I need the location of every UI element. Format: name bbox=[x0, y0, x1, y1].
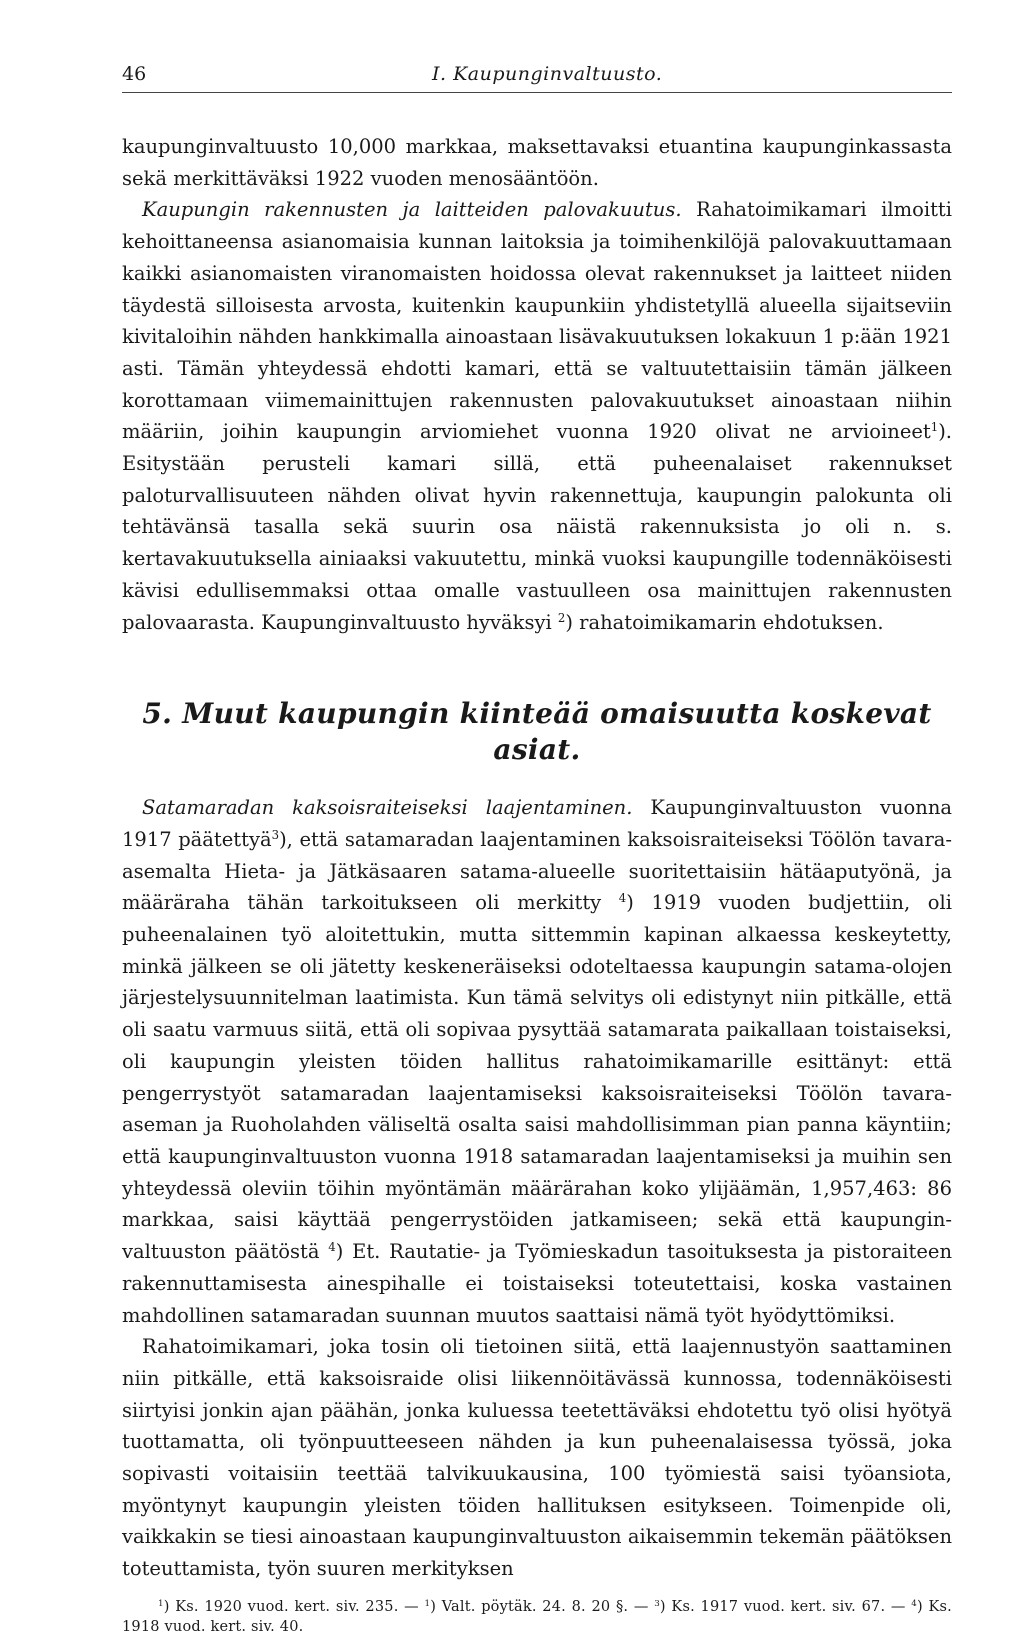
paragraph-continuation bbox=[122, 131, 952, 194]
paragraph-finance-chamber bbox=[122, 1331, 952, 1585]
page-header bbox=[122, 62, 952, 93]
paragraph-heading: Satamaradan kaksoisraiteiseksi laajentaminen. bbox=[142, 796, 633, 820]
footnote-mark: 1 bbox=[158, 1598, 164, 1609]
paragraph-text: kaupunginvaltuusto 10,000 markkaa, maksettavaksi etuantina kaupunginkassasta sekä merkittäväksi 1922 vuoden menosääntöön. bbox=[122, 135, 952, 190]
paragraph-text: ) Et. Rautatie- ja Työmieskadun tasoituksesta ja pistoraiteen rakennuttamisesta ainespihalle ei toistaiseksi toteutettaisi, koska vastainen mahdollinen satamaradan suunnan muutos saattaisi nämä työt hyödyttömiksi. bbox=[122, 1240, 952, 1327]
paragraph-fire-insurance bbox=[122, 194, 952, 638]
footnote-text: ) Valt. pöytäk. 24. 8. 20 §. — bbox=[430, 1598, 655, 1615]
footnote-mark: 4 bbox=[911, 1598, 917, 1609]
document-page bbox=[122, 62, 952, 1637]
paragraph-text: Kaupunginvaltuuston vuonna 1917 päätettyä bbox=[122, 796, 952, 851]
paragraph-text: Rahatoimikamari ilmoitti kehoittaneensa asianomaisia kunnan laitoksia ja toimihenkilöjä palovakuuttamaan kaikki asianomaisten viranomaisten hoidossa olevat rakennukset ja laitteet niiden täydestä silloisesta arvosta, kuitenkin kaupunkiin yhdistetyllä alueella sijaitseviin kivitaloihin nähden hankkimalla ainoastaan lisävakuutuksen lokakuun 1 p:ään 1921 asti. Tämän yhteydessä ehdotti kamari, että se valtuutettaisiin tämän jälkeen korottamaan viimemainittujen rakennusten palovakuutukset ainoastaan niihin määriin, joihin kaupungin arviomiehet vuonna 1920 olivat ne arvioineet bbox=[122, 198, 952, 444]
body-text bbox=[122, 131, 952, 1585]
footnote-ref: 4 bbox=[618, 891, 627, 906]
footnote-text: ) Ks. 1917 vuod. kert. siv. 67. — bbox=[659, 1598, 912, 1615]
footnote-mark: 1 bbox=[424, 1598, 431, 1609]
paragraph-harbour-railway bbox=[122, 792, 952, 1331]
footnote-ref: 4 bbox=[328, 1240, 336, 1255]
section-title: 5. Muut kaupungin kiinteää omaisuutta koskevat asiat. bbox=[142, 697, 932, 767]
paragraph-text: Rahatoimikamari, joka tosin oli tietoinen siitä, että laajennustyön saattaminen niin pitkälle, että kaksoisraide olisi liikennöitävässä kunnossa, todennäköisesti siirtyisi jonkin ajan päähän, jonka kuluessa teetettäväksi ehdotettu työ olisi hyötyä tuottamatta, oli työnpuutteeseen nähden ja kun puheenalaisessa työssä, joka sopivasti voitaisiin teettää talvikuukausina, 100 työmiestä saisi työansiota, myöntynyt kaupungin yleisten töiden hallituksen esitykseen. Toimenpide oli, vaikkakin se tiesi ainoastaan kaupunginvaltuuston aikaisemmin tekemän päätöksen toteuttamista, työn suuren merkityksen bbox=[122, 1335, 952, 1581]
paragraph-text: ), että satamaradan laajentaminen kaksoisraiteiseksi Töölön tavara-asemalta Hieta- ja Jätkäsaaren satama-alueelle suoritettaisiin hätäaputyönä, ja määräraha tähän tarkoitukseen oli merkitty bbox=[122, 827, 953, 915]
running-title: I. Kaupunginvaltuusto. bbox=[432, 63, 663, 85]
footnote-text: ) Ks. 1920 vuod. kert. siv. 235. — bbox=[163, 1598, 425, 1615]
footnotes bbox=[122, 1597, 952, 1637]
paragraph-text: ) 1919 vuoden budjettiin, oli puheenalainen työ aloitettukin, mutta sittemmin kapinan alkaessa keskeytetty, minkä jälkeen se oli jätetty keskeneräiseksi odoteltaessa kaupungin satama-olojen järjestelysuunnitelman laatimista. Kun tämä selvitys oli edistynyt niin pitkälle, että oli saatu varmuus siitä, että oli sopivaa pysyttää satamarata paikallaan toistaiseksi, oli kaupungin yleisten töiden hallitus rahatoimikamarille esittänyt: että pengerrystyöt satamaradan laajentamiseksi kaksoisraiteiseksi Töölön tavara-aseman ja Ruoholahden väliseltä osalta saisi mahdollisimman pian panna käyntiin; että kaupunginvaltuuston vuonna 1918 satamaradan laajentamiseksi ja muihin sen yhteydessä oleviin töihin myöntämän määrärahan koko ylijäämän, 1,957,463: 86 markkaa, saisi käyttää pengerrystöiden jatkamiseen; sekä että kaupunginvaltuuston päätöstä bbox=[122, 891, 953, 1264]
footnote-text: ) Ks. 1918 vuod. kert. siv. 40. bbox=[122, 1598, 952, 1635]
footnote-ref: 1 bbox=[930, 420, 939, 435]
footnote-mark: 3 bbox=[654, 1598, 660, 1609]
paragraph-text: ) rahatoimikamarin ehdotuksen. bbox=[565, 610, 884, 634]
page-number: 46 bbox=[122, 63, 147, 85]
footnote-line bbox=[122, 1597, 952, 1637]
footnote-ref: 3 bbox=[271, 827, 280, 842]
footnote-ref: 2 bbox=[557, 610, 566, 625]
paragraph-text: ). Esitystään perusteli kamari sillä, että puheenalaiset rakennukset paloturvallisuuteen nähden olivat hyvin rakennettuja, kaupungin palokunta oli tehtävänsä tasalla sekä suurin osa näistä rakennuksista jo oli n. s. kertavakuutuksella ainiaaksi vakuutettu, minkä vuoksi kaupungille todennäköisesti kävisi edullisemmaksi ottaa omalle vastuulleen osa mainittujen rakennusten palovaarasta. Kaupunginvaltuusto hyväksyi bbox=[122, 420, 952, 634]
paragraph-heading: Kaupungin rakennusten ja laitteiden palovakuutus. bbox=[142, 198, 682, 222]
